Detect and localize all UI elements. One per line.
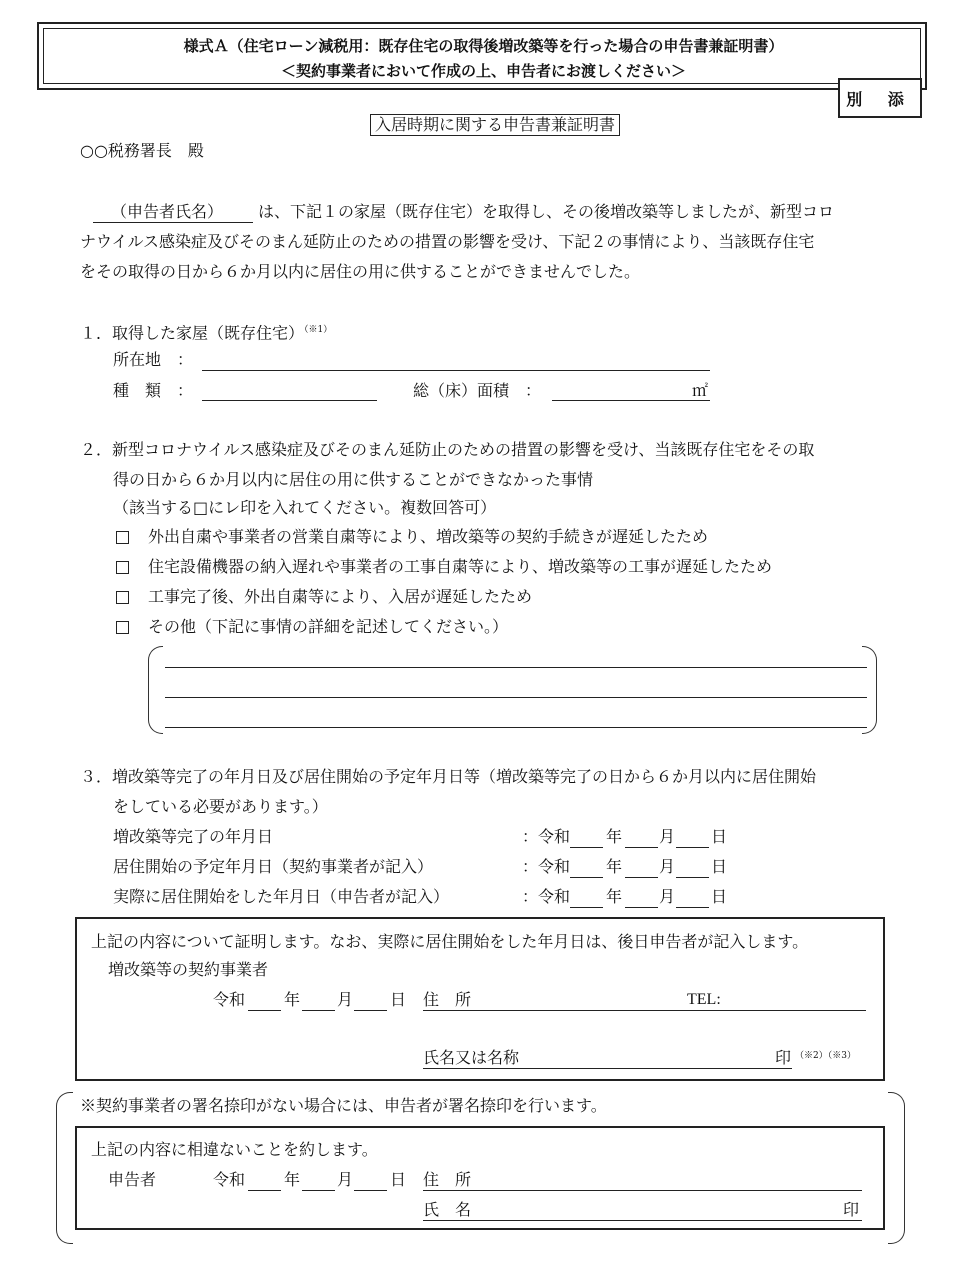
- completion-era: ：令和: [522, 827, 571, 846]
- cert-year-label: 年: [284, 990, 301, 1009]
- intro-line1: は、下記１の家屋（既存住宅）を取得し、その後増改築等しましたが、新型コロ: [258, 202, 835, 221]
- attachment-badge: 別 添: [838, 78, 922, 118]
- section2-instruction: （該当する□にレ印を入れてください。複数回答可）: [113, 498, 497, 517]
- area-field[interactable]: [552, 400, 710, 401]
- note-bracket-right: [888, 1092, 905, 1244]
- actual-move-date-label: 実際に居住開始をした年月日（申告者が記入）: [113, 887, 450, 906]
- applicant-month-label: 月: [337, 1170, 354, 1189]
- actual-month-label: 月: [659, 887, 676, 906]
- reason-option-1: 外出自粛や事業者の営業自粛等により、増改築等の契約手続きが遅延したため: [148, 527, 709, 546]
- applicant-name-field[interactable]: [423, 1220, 862, 1221]
- location-label: 所在地 ：: [113, 350, 194, 369]
- cert-name-field[interactable]: [423, 1068, 792, 1069]
- details-bracket-left: [148, 646, 163, 734]
- completion-year-field[interactable]: [570, 847, 603, 848]
- section1-note: （※1）: [304, 325, 333, 335]
- cert-tel-label: TEL:: [687, 991, 721, 1008]
- reason-checkbox-2[interactable]: [116, 561, 129, 574]
- planned-day-field[interactable]: [676, 877, 709, 878]
- type-label: 種 類 ：: [113, 381, 194, 400]
- details-bracket-right: [862, 646, 877, 734]
- reason-option-2: 住宅設備機器の納入遅れや事業者の工事自粛等により、増改築等の工事が遅延したため: [148, 557, 773, 576]
- applicant-address-label: 住 所: [423, 1170, 472, 1189]
- actual-month-field[interactable]: [625, 907, 658, 908]
- applicant-label: 申告者: [108, 1170, 157, 1189]
- applicant-address-field[interactable]: [423, 1190, 862, 1191]
- completion-month-field[interactable]: [625, 847, 658, 848]
- actual-year-field[interactable]: [570, 907, 603, 908]
- unsigned-note: ※契約事業者の署名捺印がない場合には、申告者が署名捺印を行います。: [80, 1096, 607, 1115]
- certification-statement: 上記の内容について証明します。なお、実際に居住開始をした年月日は、後日申告者が記入します。: [91, 932, 809, 951]
- cert-address-field[interactable]: [423, 1010, 866, 1011]
- applicant-year-label: 年: [284, 1170, 301, 1189]
- reason-option-3: 工事完了後、外出自粛等により、入居が遅延したため: [148, 587, 533, 606]
- applicant-name-field[interactable]: （申告者氏名）: [93, 202, 253, 223]
- cert-month-field[interactable]: [302, 1010, 335, 1011]
- type-field[interactable]: [202, 400, 377, 401]
- details-line-3[interactable]: [165, 727, 867, 728]
- cert-year-field[interactable]: [248, 1010, 281, 1011]
- completion-month-label: 月: [659, 827, 676, 846]
- planned-move-date-label: 居住開始の予定年月日（契約事業者が記入）: [113, 857, 434, 876]
- section3-heading-line2: をしている必要があります。）: [113, 797, 328, 816]
- applicant-day-label: 日: [390, 1170, 407, 1189]
- location-field[interactable]: [202, 370, 710, 371]
- intro-line3: をその取得の日から６か月以内に居住の用に供することができませんでした。: [80, 262, 641, 281]
- applicant-seal: 印: [843, 1200, 860, 1219]
- details-line-2[interactable]: [165, 697, 867, 698]
- section3-heading-line1: ３．増改築等完了の年月日及び居住開始の予定年月日等（増改築等完了の日から６か月以内に居住開始: [80, 767, 817, 786]
- section1-heading: １．取得した家屋（既存住宅）$^{(※1)}$: [80, 323, 333, 343]
- cert-day-label: 日: [390, 990, 407, 1009]
- reason-checkbox-1[interactable]: [116, 531, 129, 544]
- reason-checkbox-3[interactable]: [116, 591, 129, 604]
- header-line2: ＜契約事業者において作成の上、申告者にお渡しください＞: [280, 62, 686, 80]
- applicant-name-label: 氏 名: [423, 1200, 472, 1219]
- reason-checkbox-4[interactable]: [116, 621, 129, 634]
- cert-seal-notes: （※2）（※3）: [795, 1051, 856, 1061]
- addressee: ○○税務署長 殿: [80, 141, 204, 160]
- applicant-statement: 上記の内容に相違ないことを約します。: [91, 1140, 378, 1159]
- cert-address-label: 住 所: [423, 990, 472, 1009]
- applicant-day-field[interactable]: [354, 1190, 387, 1191]
- applicant-era: 令和: [213, 1170, 246, 1189]
- planned-era: ：令和: [522, 857, 571, 876]
- area-label: 総（床）面積 ：: [413, 381, 542, 400]
- header-line1: 様式Ａ（住宅ローン減税用：既存住宅の取得後増改築等を行った場合の申告書兼証明書）: [183, 37, 784, 55]
- actual-day-field[interactable]: [676, 907, 709, 908]
- section2-heading-line1: ２．新型コロナウイルス感染症及びそのまん延防止のための措置の影響を受け、当該既存住宅をその取: [80, 440, 815, 459]
- completion-day-field[interactable]: [676, 847, 709, 848]
- form-title: 入居時期に関する申告書兼証明書: [370, 114, 620, 136]
- note-bracket-left: [56, 1092, 73, 1244]
- planned-year-label: 年: [606, 857, 623, 876]
- contractor-label: 増改築等の契約事業者: [108, 960, 269, 979]
- applicant-month-field[interactable]: [302, 1190, 335, 1191]
- planned-year-field[interactable]: [570, 877, 603, 878]
- reason-option-4: その他（下記に事情の詳細を記述してください。）: [148, 617, 509, 636]
- actual-day-label: 日: [711, 887, 728, 906]
- planned-month-field[interactable]: [625, 877, 658, 878]
- completion-date-label: 増改築等完了の年月日: [113, 827, 274, 846]
- cert-month-label: 月: [337, 990, 354, 1009]
- actual-year-label: 年: [606, 887, 623, 906]
- cert-era: 令和: [213, 990, 246, 1009]
- completion-year-label: 年: [606, 827, 623, 846]
- area-unit: ㎡: [692, 381, 709, 400]
- planned-day-label: 日: [711, 857, 728, 876]
- details-line-1[interactable]: [165, 667, 867, 668]
- applicant-year-field[interactable]: [248, 1190, 281, 1191]
- section2-heading-line2: 得の日から６か月以内に居住の用に供することができなかった事情: [113, 470, 594, 489]
- cert-name-label: 氏名又は名称: [423, 1048, 520, 1067]
- completion-day-label: 日: [711, 827, 728, 846]
- intro-line2: ナウイルス感染症及びそのまん延防止のための措置の影響を受け、下記２の事情により、当該既存住宅: [80, 232, 815, 251]
- actual-era: ：令和: [522, 887, 571, 906]
- planned-month-label: 月: [659, 857, 676, 876]
- cert-seal: 印: [775, 1048, 792, 1067]
- cert-day-field[interactable]: [354, 1010, 387, 1011]
